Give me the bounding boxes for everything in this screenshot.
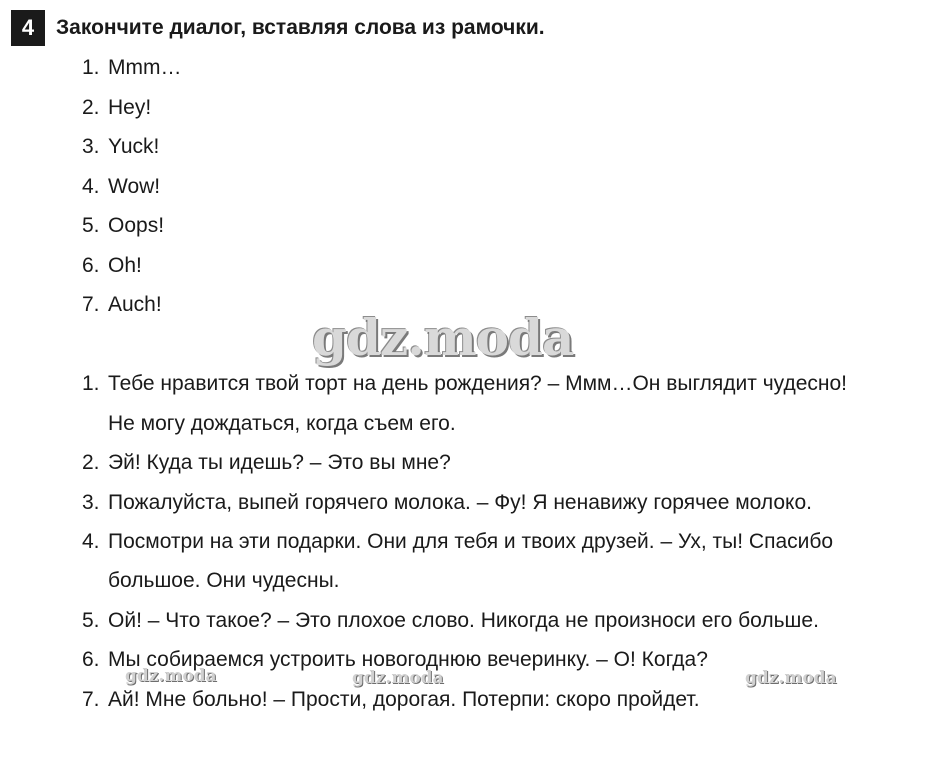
answer-number: 2. <box>82 451 100 474</box>
word-item-number: 4. <box>82 175 100 198</box>
task-header <box>11 10 545 46</box>
answer-text: Ой! – Что такое? – Это плохое слово. Никогда не произноси его больше. <box>108 609 819 632</box>
word-item-text: Yuck! <box>108 135 160 158</box>
watermark-small-center: gdz.moda <box>352 668 444 688</box>
word-item-text: Wow! <box>108 175 161 198</box>
word-item-number: 7. <box>82 293 100 316</box>
word-item-text: Oops! <box>108 214 165 237</box>
answer-number: 1. <box>82 372 100 395</box>
watermark-small-right: gdz.moda <box>745 668 837 688</box>
word-item-text: Oh! <box>108 254 142 277</box>
word-item-text: Mmm… <box>108 56 182 79</box>
answer-number: 6. <box>82 648 100 671</box>
answer-text: большое. Они чудесны. <box>108 569 340 592</box>
word-item-number: 6. <box>82 254 100 277</box>
word-item-number: 2. <box>82 96 100 119</box>
answer-text: Пожалуйста, выпей горячего молока. – Фу! Я ненавижу горячее молоко. <box>108 491 812 514</box>
word-item-number: 5. <box>82 214 100 237</box>
task-instruction: Закончите диалог, вставляя слова из рамочки. <box>56 16 545 39</box>
word-item-text: Hey! <box>108 96 152 119</box>
answer-text: Посмотри на эти подарки. Они для тебя и твоих друзей. – Ух, ты! Спасибо <box>108 530 834 553</box>
answer-text: Мы собираемся устроить новогоднюю вечеринку. – О! Когда? <box>108 648 708 671</box>
task-number-badge: 4 <box>11 10 45 46</box>
word-item-number: 1. <box>82 56 100 79</box>
word-item-number: 3. <box>82 135 100 158</box>
answer-number: 7. <box>82 688 100 711</box>
answer-number: 4. <box>82 530 100 553</box>
answer-text: Тебе нравится твой торт на день рождения? – Ммм…Он выглядит чудесно! <box>108 372 848 395</box>
answer-text: Эй! Куда ты идешь? – Это вы мне? <box>108 451 451 474</box>
word-item-text: Auch! <box>108 293 162 316</box>
answer-number: 5. <box>82 609 100 632</box>
watermark-small-left: gdz.moda <box>125 666 217 686</box>
answer-text: Ай! Мне больно! – Прости, дорогая. Потерпи: скоро пройдет. <box>108 688 700 711</box>
answer-number: 3. <box>82 491 100 514</box>
watermark-main: gdz.moda <box>312 308 574 367</box>
answer-text: Не могу дождаться, когда съем его. <box>108 412 456 435</box>
